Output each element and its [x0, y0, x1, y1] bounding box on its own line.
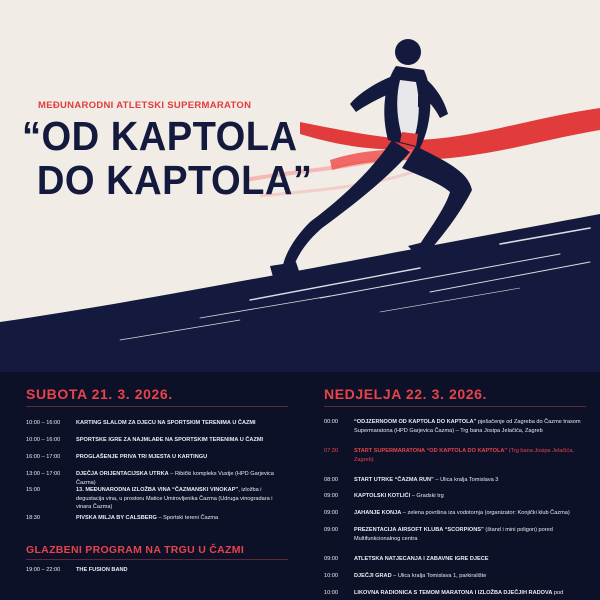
event-details: (Trg bana Josipa Jelačića, Zagreb)	[354, 448, 574, 463]
event-time: 18:30	[26, 515, 40, 521]
event-description	[354, 476, 586, 485]
sunday-title: NEDJELJA 22. 3. 2026.	[324, 386, 488, 402]
event-time: 07:30	[324, 448, 338, 454]
event-time: 10:00 – 16:00	[26, 420, 61, 426]
event-description	[76, 453, 288, 462]
event-description	[76, 419, 288, 428]
event-time: 10:00 – 16:00	[26, 437, 61, 443]
event-details: – Ulica kralja Tomislava 3	[433, 477, 499, 483]
event-description	[354, 572, 586, 581]
event-description	[354, 526, 586, 543]
event-name: LIKOVNA RADIONICA S TEMOM MARATONA I IZLOŽBA DJEČJIH RADOVA	[354, 590, 553, 596]
event-details: – zelena površina iza vodotornja (organizator: Konjički klub Čazma)	[401, 510, 570, 516]
event-name: JAHANJE KONJA	[354, 510, 402, 516]
event-description	[76, 566, 288, 575]
event-details: – Ribički kompleks Vustje (HPD Garjevica Čazma)	[76, 471, 274, 486]
event-time: 09:00	[324, 556, 338, 562]
event-name: START SUPERMARATONA “OD KAPTOLA DO KAPTOLA”	[354, 448, 508, 454]
event-name: START UTRKE “ČAZMA RUN”	[354, 477, 434, 483]
schedule-section	[0, 372, 600, 600]
event-description	[354, 418, 586, 435]
event-time: 13:00 – 17:00	[26, 471, 61, 477]
event-name: PREZENTACIJA AIRSOFT KLUBA “SCORPIONS”	[354, 527, 484, 533]
event-name: KAPTOLSKI KOTLIĆI	[354, 493, 411, 499]
event-name: SPORTSKE IGRE ZA NAJMLAĐE NA SPORTSKIM TERENIMA U ČAZMI	[76, 437, 264, 443]
event-description	[354, 447, 586, 464]
event-details: pod	[552, 590, 564, 596]
event-description	[354, 555, 586, 564]
event-description	[76, 436, 288, 445]
event-details: , izložba i degustacija vina, u prostoru Matice Umirovljenika Čazma (Udruga vinogradara i vinara Čazma)	[76, 487, 273, 510]
event-description	[76, 470, 288, 487]
saturday-divider	[26, 406, 288, 407]
event-name: 13. MEĐUNARODNA IZLOŽBA VINA “ČAZMANSKI VINOKAP”	[76, 487, 239, 493]
event-name: PIVSKA MILJA BY CALSBERG	[76, 515, 157, 521]
event-name: ATLETSKA NATJECANJA I ZABAVNE IGRE DJECE	[354, 556, 489, 562]
ribbon-right	[410, 108, 600, 160]
event-time: 16:00 – 17:00	[26, 454, 61, 460]
event-time: 10:00	[324, 590, 338, 596]
event-time: 08:00	[324, 477, 338, 483]
event-description	[76, 514, 288, 523]
bib-number	[418, 96, 427, 107]
event-name: DJEČJA ORIJENTACIJSKA UTRKA	[76, 471, 169, 477]
title-line-1: “OD KAPTOLA	[22, 113, 298, 159]
event-description	[354, 492, 586, 501]
event-time: 09:00	[324, 510, 338, 516]
event-name: DJEČJI GRAD	[354, 573, 392, 579]
event-details: – Ulica kralja Tomislava 1, parkiralište	[391, 573, 487, 579]
sunday-divider	[324, 406, 586, 407]
event-name: KARTING SLALOM ZA DJECU NA SPORTSKIM TERENIMA U ČAZMI	[76, 420, 256, 426]
event-details: (štand i mini poligon) pored Multifunkcionalnog centra	[354, 527, 553, 542]
event-time: 10:00	[324, 573, 338, 579]
event-time: 09:00	[324, 527, 338, 533]
event-name: THE FUSION BAND	[76, 567, 128, 573]
event-title	[22, 114, 312, 202]
event-time: 09:00	[324, 493, 338, 499]
event-description	[354, 509, 586, 518]
saturday-title: SUBOTA 21. 3. 2026.	[26, 386, 173, 402]
event-subtitle: MEĐUNARODNI ATLETSKI SUPERMARATON	[38, 100, 252, 111]
event-time: 00:00	[324, 419, 338, 425]
event-details: pješačenje od Zagreba do Čazme trasom Supermaratona (HPD Garjevica Čazma) – Trg bana Josipa Jelačića, Zagreb	[354, 419, 581, 434]
event-details: – Sportski tereni Čazma	[156, 515, 219, 521]
event-description	[354, 589, 586, 598]
event-details: – Gradski trg	[410, 493, 444, 499]
event-name: “ODJZERNOOM OD KAPTOLA DO KAPTOLA”	[354, 419, 477, 425]
title-line-2: DO KAPTOLA”	[36, 157, 313, 203]
event-description	[76, 486, 288, 512]
event-time: 19:00 – 22:00	[26, 567, 61, 573]
music-program-title: GLAZBENI PROGRAM NA TRGU U ČAZMI	[26, 544, 245, 556]
event-name: PROGLAŠENJE PRIVA TRI MJESTA U KARTINGU	[76, 454, 208, 460]
runner-shirt	[397, 80, 419, 138]
event-time: 15:00	[26, 487, 40, 493]
music-divider	[26, 559, 288, 560]
